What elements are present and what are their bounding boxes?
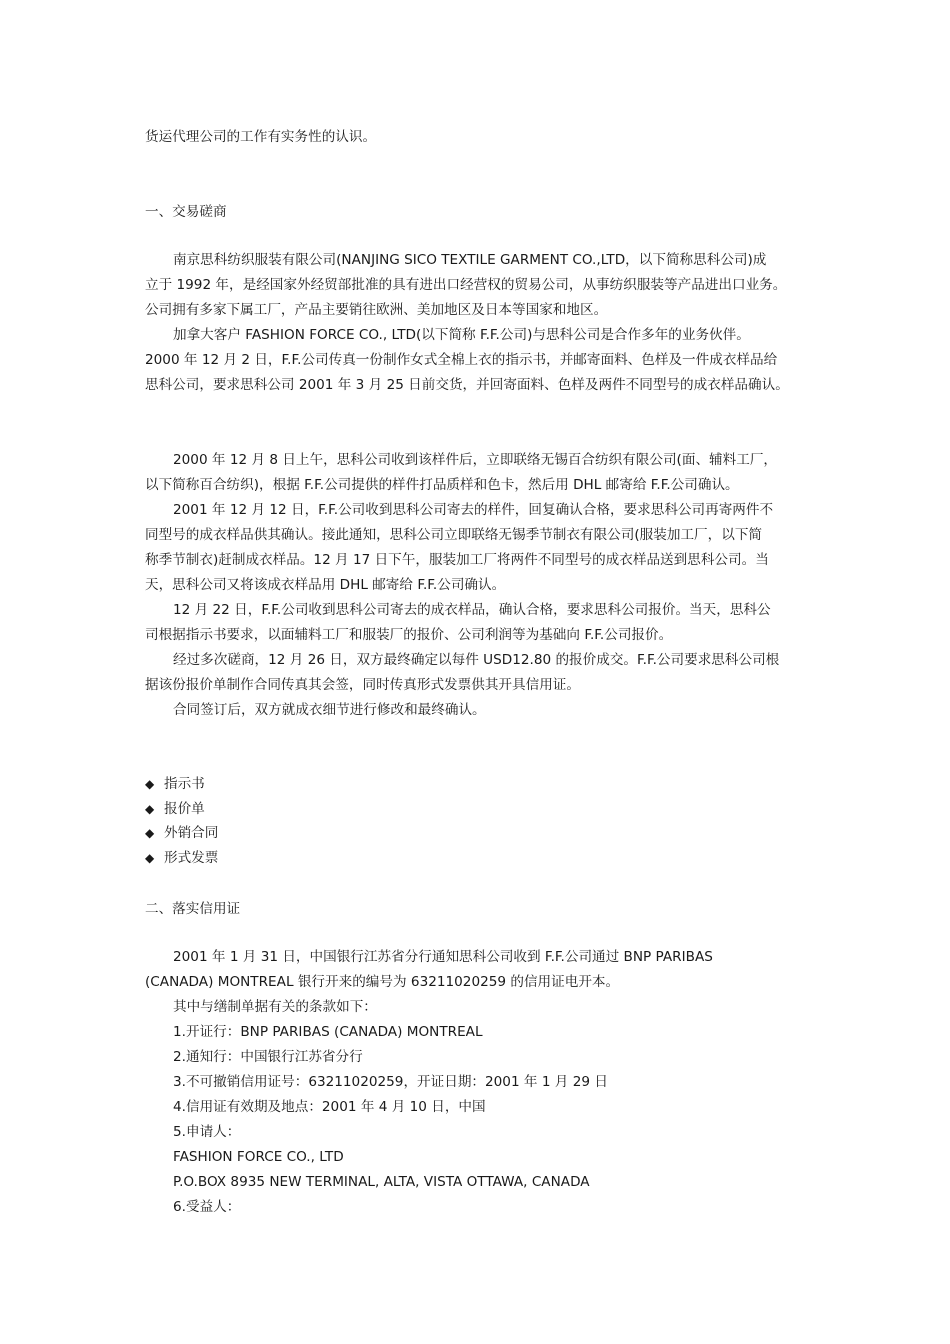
bullet-item-proforma-invoice (145, 846, 218, 871)
diamond-bullet-icon: ◆ (145, 851, 155, 865)
bullet-label: 形式发票 (164, 850, 219, 866)
paragraph-line: 合同签订后，双方就成衣细节进行修改和最终确认。 (173, 702, 486, 718)
paragraph-line: 据该份报价单制作合同传真其会签，同时传真形式发票供其开具信用证。 (145, 677, 580, 693)
paragraph-line: 加拿大客户 FASHION FORCE CO., LTD(以下简称 F.F.公司)与思科公司是合作多年的业务伙伴。 (173, 327, 750, 343)
paragraph-line: 天，思科公司又将该成衣样品用 DHL 邮寄给 F.F.公司确认。 (145, 577, 506, 593)
paragraph-line: 称季节制衣)赶制成衣样品。12 月 17 日下午，服装加工厂将两件不同型号的成衣样品送到思科公司。当 (145, 552, 769, 568)
paragraph-line: 南京思科纺织服装有限公司(NANJING SICO TEXTILE GARMENT CO.,LTD，以下简称思科公司)成 (173, 252, 767, 268)
paragraph-line: 同型号的成衣样品供其确认。接此通知，思科公司立即联络无锡季节制衣有限公司(服装加工厂，以下简 (145, 527, 763, 543)
clause-advising-bank: 2.通知行：中国银行江苏省分行 (173, 1049, 363, 1065)
bullet-label: 指示书 (164, 776, 205, 792)
intro-line: 货运代理公司的工作有实务性的认识。 (145, 129, 377, 145)
paragraph-line: 2001 年 1 月 31 日，中国银行江苏省分行通知思科公司收到 F.F.公司通过 BNP PARIBAS (173, 949, 713, 965)
paragraph-line: (CANADA) MONTREAL 银行开来的编号为 63211020259 的信用证电开本。 (145, 974, 620, 990)
clause-expiry: 4.信用证有效期及地点：2001 年 4 月 10 日，中国 (173, 1099, 486, 1115)
bullet-item-quotation (145, 797, 205, 822)
paragraph-line: 公司拥有多家下属工厂，产品主要销往欧洲、美加地区及日本等国家和地区。 (145, 302, 608, 318)
diamond-bullet-icon: ◆ (145, 802, 155, 816)
applicant-address: P.O.BOX 8935 NEW TERMINAL, ALTA, VISTA OTTAWA, CANADA (173, 1174, 590, 1190)
paragraph-line: 12 月 22 日，F.F.公司收到思科公司寄去的成衣样品，确认合格，要求思科公司报价。当天，思科公 (173, 602, 771, 618)
clause-applicant: 5.申请人： (173, 1124, 241, 1140)
section-heading-letter-of-credit: 二、落实信用证 (145, 901, 241, 917)
bullet-item-contract (145, 821, 218, 846)
paragraph-line: 2001 年 12 月 12 日，F.F.公司收到思科公司寄去的样件，回复确认合格，要求思科公司再寄两件不 (173, 502, 774, 518)
paragraph-line: 立于 1992 年，是经国家外经贸部批准的具有进出口经营权的贸易公司，从事纺织服装等产品进出口业务。 (145, 277, 787, 293)
applicant-name: FASHION FORCE CO., LTD (173, 1149, 344, 1165)
bullet-item-instruction (145, 772, 205, 797)
paragraph-line: 以下简称百合纺织)，根据 F.F.公司提供的样件打品质样和色卡，然后用 DHL 邮寄给 F.F.公司确认。 (145, 477, 739, 493)
bullet-label: 报价单 (164, 801, 205, 817)
diamond-bullet-icon: ◆ (145, 826, 155, 840)
bullet-label: 外销合同 (164, 825, 219, 841)
paragraph-line: 经过多次磋商，12 月 26 日，双方最终确定以每件 USD12.80 的报价成交。F.F.公司要求思科公司根 (173, 652, 780, 668)
paragraph-line: 思科公司，要求思科公司 2001 年 3 月 25 日前交货，并回寄面料、色样及两件不同型号的成衣样品确认。 (145, 377, 789, 393)
diamond-bullet-icon: ◆ (145, 777, 155, 791)
clause-lc-number: 3.不可撤销信用证号：63211020259，开证日期：2001 年 1 月 29 日 (173, 1074, 608, 1090)
paragraph-line: 司根据指示书要求，以面辅料工厂和服装厂的报价、公司利润等为基础向 F.F.公司报价。 (145, 627, 673, 643)
clause-beneficiary: 6.受益人： (173, 1199, 241, 1215)
section-heading-negotiation: 一、交易磋商 (145, 204, 227, 220)
clause-issuing-bank: 1.开证行：BNP PARIBAS (CANADA) MONTREAL (173, 1024, 483, 1040)
paragraph-line: 2000 年 12 月 2 日，F.F.公司传真一份制作女式全棉上衣的指示书，并邮寄面料、色样及一件成衣样品给 (145, 352, 778, 368)
paragraph-line: 2000 年 12 月 8 日上午，思科公司收到该样件后，立即联络无锡百合纺织有限公司(面、辅料工厂， (173, 452, 778, 468)
paragraph-line: 其中与缮制单据有关的条款如下： (173, 999, 377, 1015)
